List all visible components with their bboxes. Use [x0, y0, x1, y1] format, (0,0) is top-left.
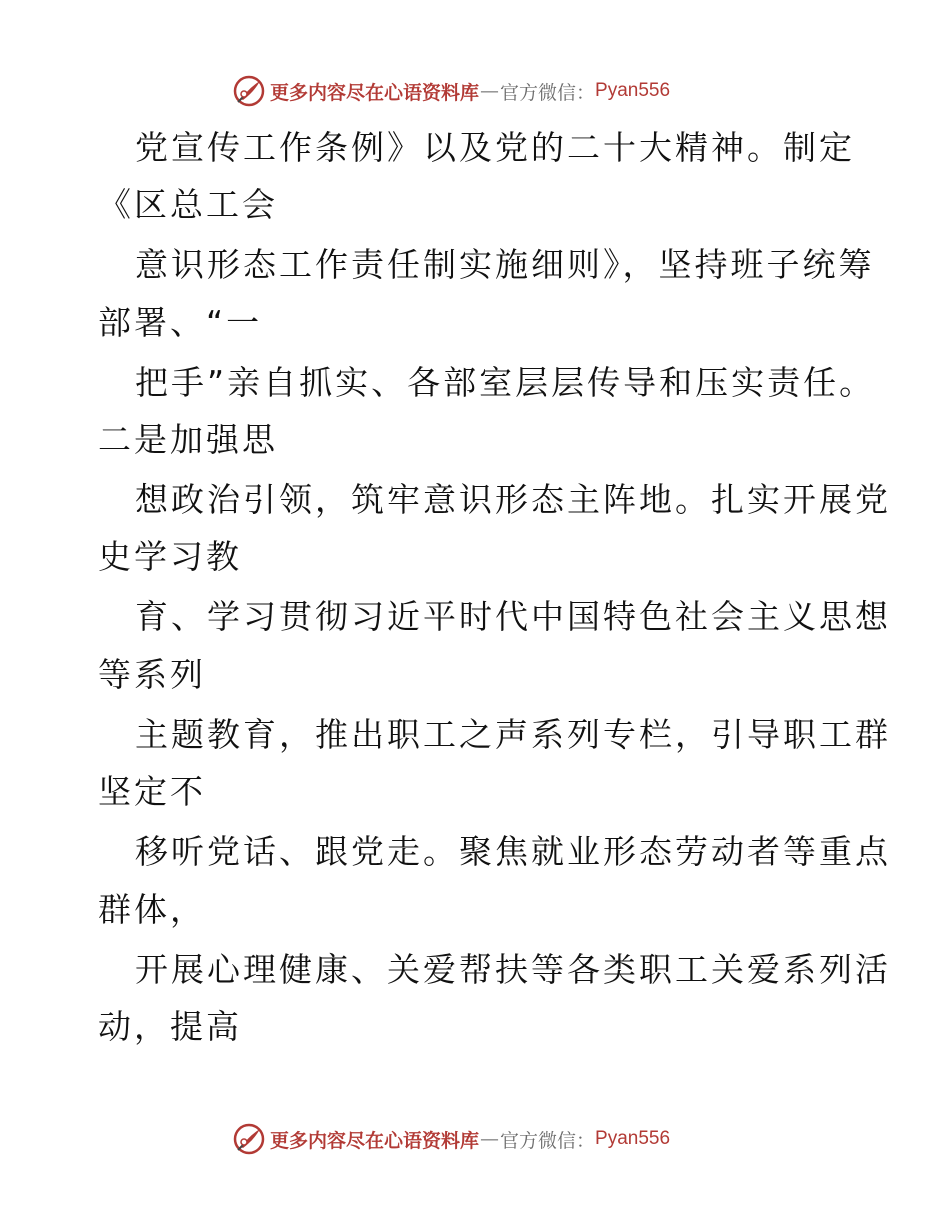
text-line: 动，提高 — [98, 1007, 242, 1046]
watermark-label: 官方微信： — [500, 81, 596, 104]
quill-logo-icon — [232, 74, 266, 108]
quill-logo-icon — [232, 1122, 266, 1156]
text-line: 部署、“一 — [98, 303, 263, 342]
text-line: 坚定不 — [98, 772, 206, 811]
text-line: 主题教育，推出职工之声系列专栏，引导职工群 — [135, 715, 891, 754]
text-line: 二是加强思 — [98, 420, 278, 459]
text-line: 育、学习贯彻习近平时代中国特色社会主义思想 — [135, 597, 891, 636]
text-line: 把手”亲自抓实、各部室层层传导和压实责任。 — [135, 363, 876, 402]
watermark-brand-text: 更多内容尽在心语资料库 — [270, 81, 480, 104]
text-line: 移听党话、跟党走。聚焦就业形态劳动者等重点 — [135, 832, 891, 871]
watermark-brand-text: 更多内容尽在心语资料库 — [270, 1129, 480, 1152]
text-line: 想政治引领，筑牢意识形态主阵地。扎实开展党 — [135, 480, 891, 519]
footer-watermark — [232, 1120, 712, 1158]
watermark-wechat-id: Pyan556 — [595, 1128, 671, 1149]
watermark-label: 官方微信： — [500, 1129, 596, 1152]
watermark-separator: — — [480, 80, 500, 102]
text-line: 等系列 — [98, 655, 206, 694]
text-line: 党宣传工作条例》以及党的二十大精神。制定 — [135, 128, 855, 167]
text-line: 群体， — [98, 890, 206, 929]
text-line: 史学习教 — [98, 537, 242, 576]
text-line: 开展心理健康、关爱帮扶等各类职工关爱系列活 — [135, 950, 891, 989]
header-watermark — [232, 72, 712, 110]
text-line: 《区总工会 — [98, 185, 278, 224]
text-line: 意识形态工作责任制实施细则》，坚持班子统筹 — [135, 245, 875, 284]
watermark-separator: — — [480, 1128, 500, 1150]
watermark-wechat-id: Pyan556 — [595, 80, 671, 101]
